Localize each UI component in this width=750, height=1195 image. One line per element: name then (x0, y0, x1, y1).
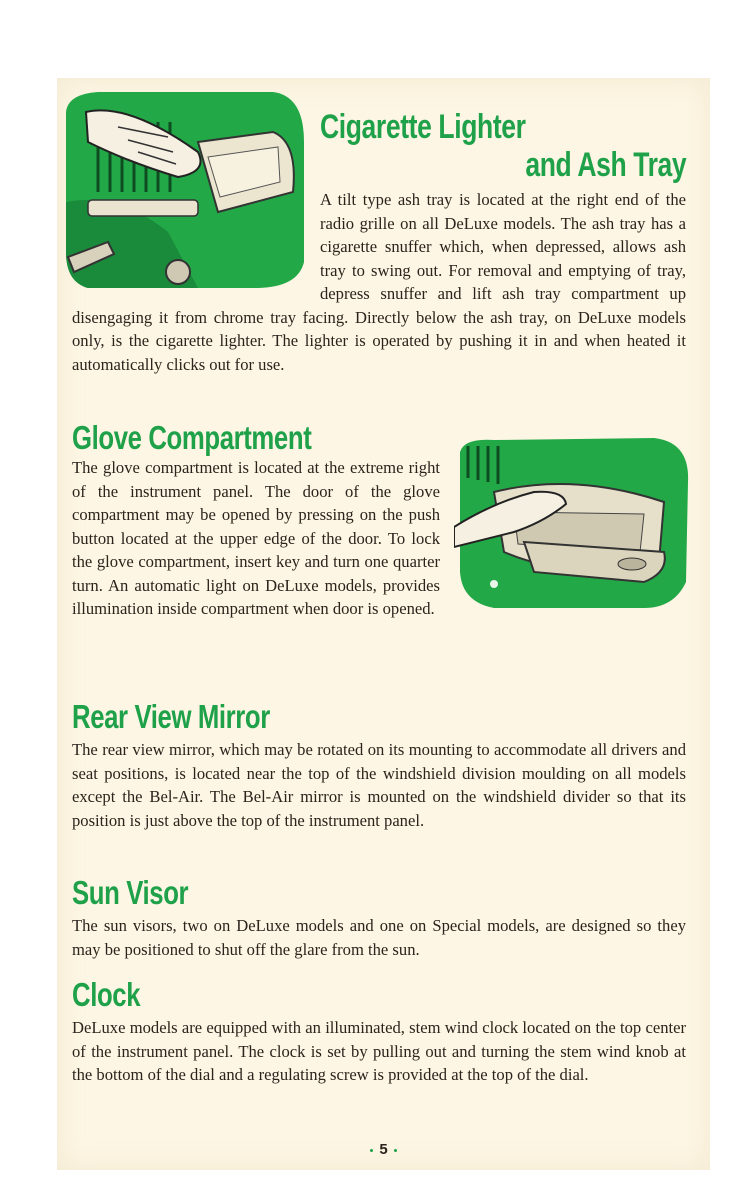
ash-tray-illustration (58, 82, 308, 294)
title-line-2: and Ash Tray (525, 146, 686, 184)
section-glove-compartment (72, 420, 686, 621)
section-title (72, 976, 686, 1014)
page-number-text: 5 (379, 1141, 388, 1158)
page-number (57, 1141, 710, 1158)
section-rear-view-mirror (72, 698, 686, 832)
section-body: The glove compartment is located at the extreme right of the instrument panel. The door of the glove compartment may be opened by pressing on the push button located at the upper edge of the door. To lock the glove compartment, insert key and turn one quarter turn. An automatic light on DeLuxe models, provides illumination inside compartment when door is opened. (72, 458, 440, 618)
section-body: A tilt type ash tray is located at the right end of the radio grille on all DeLuxe models. The ash tray has a cigarette snuffer which, when depressed, allows ash tray to swing out. For removal and emptying of tray, depress snuffer and lift ash tray compartment up disengaging it from chrome tray facing. Directly below the ash tray, on DeLuxe models only, is the cigarette lighter. The lighter is operated by pushing it in and when heated it automatically clicks out for use. (72, 190, 686, 374)
section-body: The sun visors, two on DeLuxe models and one on Special models, are designed so they may be positioned to shut off the glare from the sun. (72, 916, 686, 959)
title-text: Clock (72, 976, 141, 1013)
title-line-1: Cigarette Lighter (320, 108, 526, 146)
section-sun-visor (72, 874, 686, 961)
dot-left (370, 1149, 373, 1152)
manual-page (57, 78, 710, 1170)
section-title (72, 698, 686, 736)
section-body: DeLuxe models are equipped with an illuminated, stem wind clock located on the top center of the instrument panel. The clock is set by pulling out and turning the stem wind knob at the bottom of the dial and a regulating screw is provided at the top of the dial. (72, 1018, 686, 1084)
section-title (72, 874, 686, 912)
title-text: Sun Visor (72, 874, 189, 911)
section-body: The rear view mirror, which may be rotated on its mounting to accommodate all drivers and seat positions, is located near the top of the windshield division moulding on all models except the Bel-Air. The Bel-Air mirror is mounted on the windshield divider so that its position is just above the top of the instrument panel. (72, 740, 686, 830)
dot-right (394, 1149, 397, 1152)
section-cigarette-lighter (72, 108, 686, 376)
title-text: Glove Compartment (72, 419, 312, 456)
section-clock (72, 976, 686, 1087)
glove-compartment-illustration (454, 432, 694, 612)
title-text: Rear View Mirror (72, 698, 270, 735)
